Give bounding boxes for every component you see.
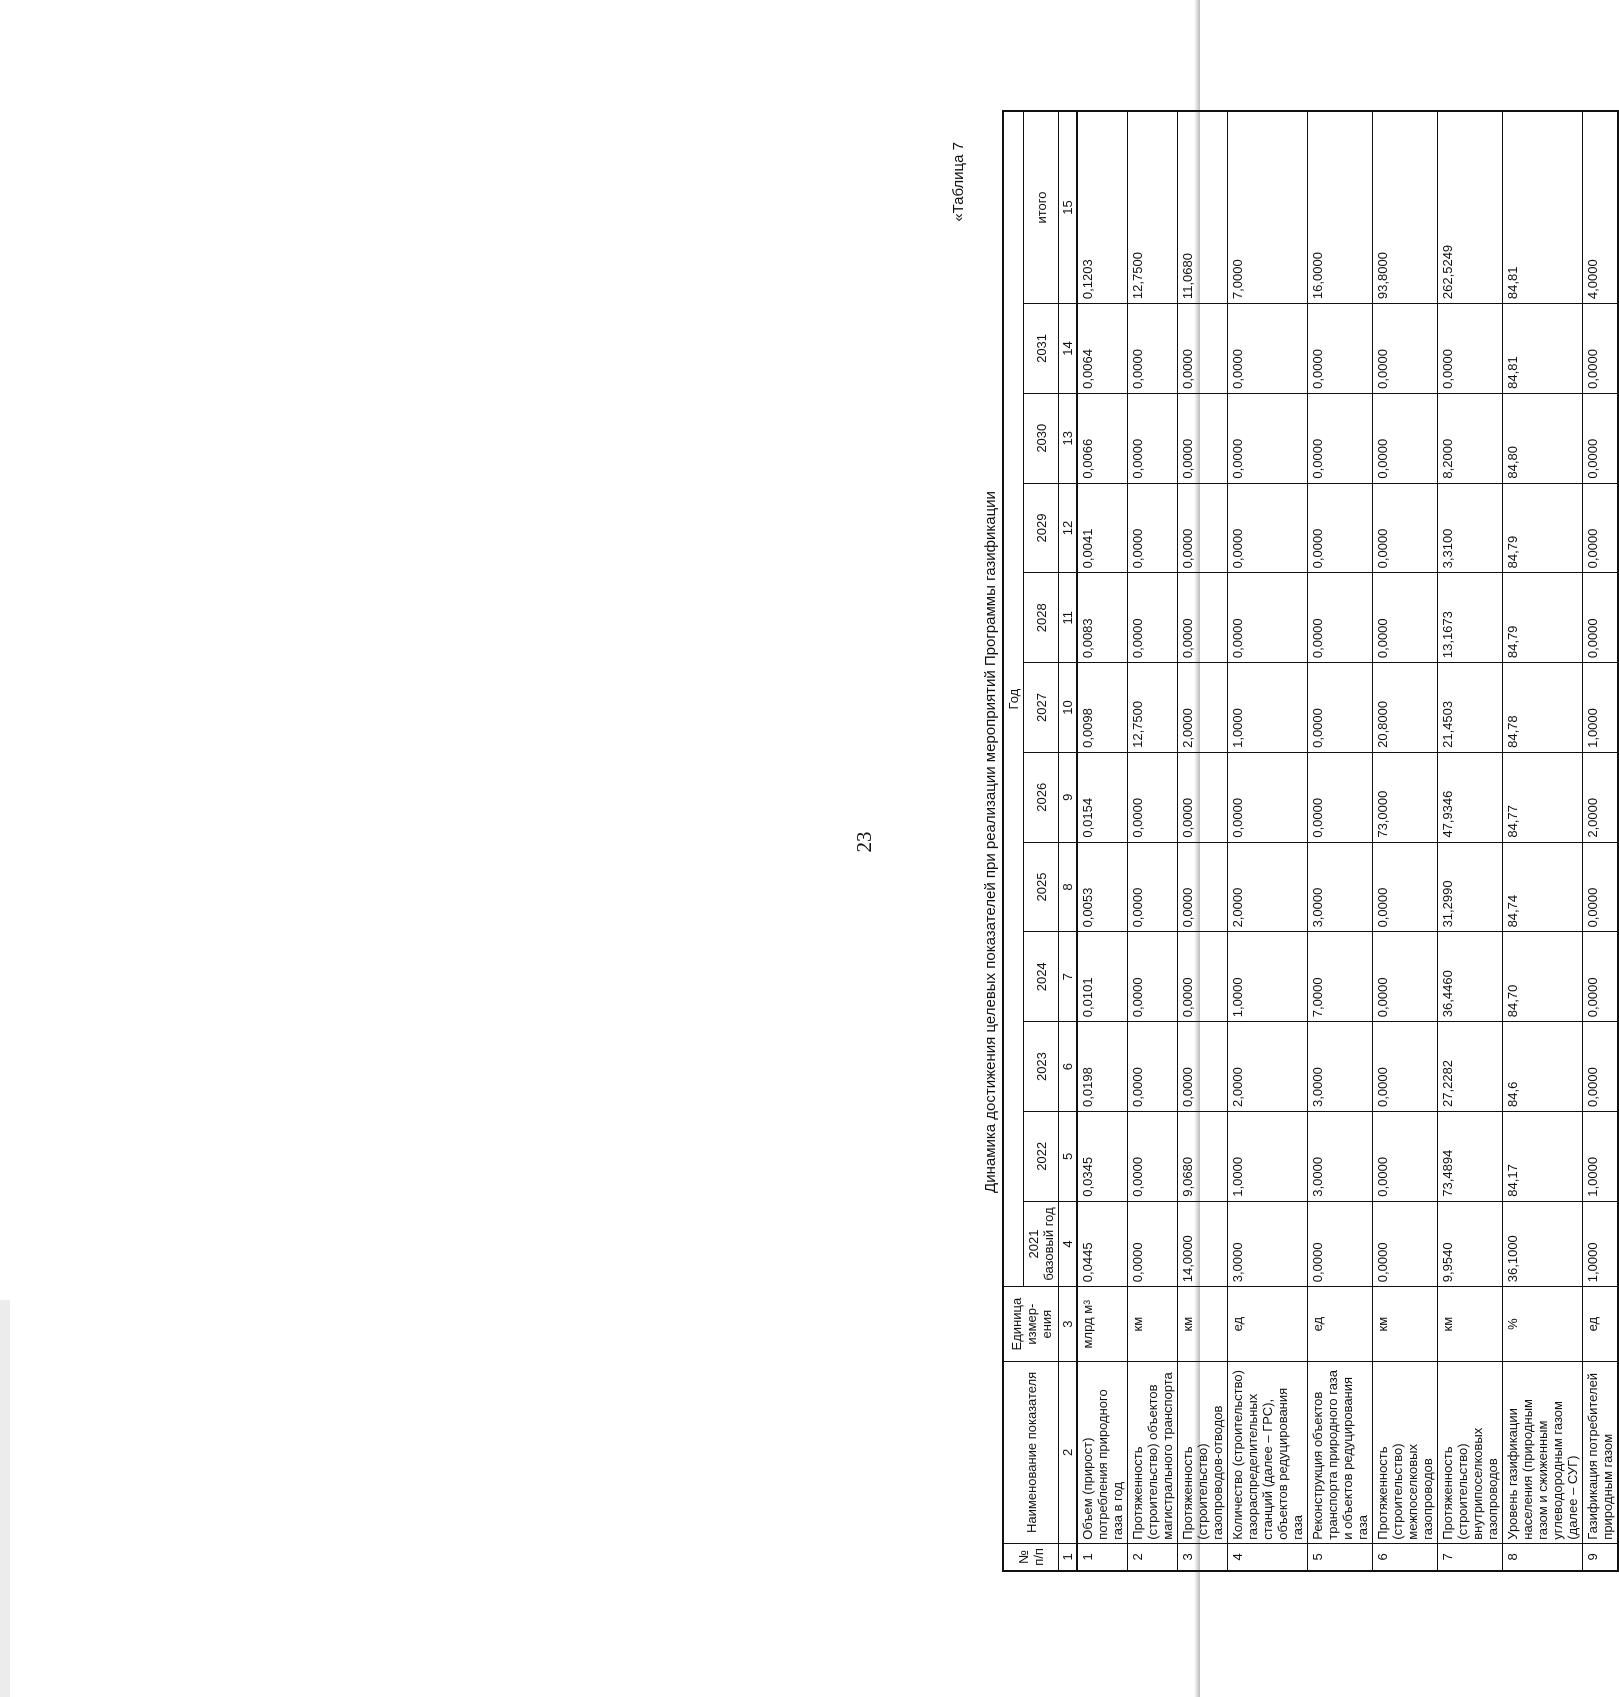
year-value: 0,0000 [1228,393,1308,483]
header-row-1 [1003,111,1024,1571]
year-value: 0,0000 [1308,1201,1373,1287]
total-value: 84,81 [1503,111,1583,304]
year-value: 0,0053 [1077,842,1128,932]
year-value: 36,1000 [1503,1201,1583,1287]
unit-cell [1077,1287,1128,1362]
year-value: 14,0000 [1178,1201,1228,1287]
year-value: 0,0101 [1077,932,1128,1022]
year-value: 0,0000 [1228,573,1308,663]
year-value: 3,0000 [1308,1022,1373,1112]
year-value: 73,0000 [1373,752,1438,842]
year-value: 0,0000 [1178,1022,1228,1112]
total-value: 93,8000 [1373,111,1438,304]
column-number: 9 [1059,752,1078,842]
table-row [1503,111,1583,1571]
year-value: 0,0000 [1228,752,1308,842]
indicators-table [1002,110,1619,1572]
year-value: 13,1673 [1438,573,1503,663]
year-value: 0,0000 [1178,304,1228,394]
column-number: 13 [1059,393,1078,483]
total-value: 0,1203 [1077,111,1128,304]
year-value: 47,9346 [1438,752,1503,842]
row-number: 4 [1228,1543,1308,1571]
year-value: 84,6 [1503,1022,1583,1112]
year-value: 3,0000 [1228,1201,1308,1287]
unit-cell [1128,1287,1178,1362]
year-value: 0,0000 [1308,483,1373,573]
year-value: 84,77 [1503,752,1583,842]
year-value: 73,4894 [1438,1111,1503,1201]
header-year: 2024 [1024,932,1059,1022]
table-label: «Таблица 7 [950,142,967,222]
year-value: 0,0000 [1583,304,1619,394]
year-value: 0,0000 [1373,1201,1438,1287]
year-value: 31,2990 [1438,842,1503,932]
year-value: 0,0198 [1077,1022,1128,1112]
column-number: 6 [1059,1022,1078,1112]
year-value: 0,0064 [1077,304,1128,394]
year-value: 0,0000 [1228,304,1308,394]
year-value: 0,0000 [1438,304,1503,394]
year-value: 27,2282 [1438,1022,1503,1112]
header-year-group: Год [1003,111,1024,1287]
year-value: 0,0000 [1128,752,1178,842]
header-year: 2027 [1024,663,1059,753]
indicator-name: Реконструкция объектов транспорта природного газа и объектов редуцирования газа [1308,1362,1373,1544]
year-value: 0,0000 [1128,573,1178,663]
year-value: 0,0000 [1373,393,1438,483]
column-number: 4 [1059,1201,1078,1287]
year-value: 0,0000 [1373,842,1438,932]
unit-cell [1228,1287,1308,1362]
indicator-name: Протяженность (строительство) межпоселковых газопроводов [1373,1362,1438,1544]
year-value: 3,3100 [1438,483,1503,573]
year-value: 84,74 [1503,842,1583,932]
row-number: 6 [1373,1543,1438,1571]
year-value: 84,79 [1503,483,1583,573]
table-row [1373,111,1438,1571]
column-number: 8 [1059,842,1078,932]
year-value: 8,2000 [1438,393,1503,483]
year-value: 3,0000 [1308,1111,1373,1201]
year-value: 0,0000 [1128,304,1178,394]
year-value: 0,0000 [1308,573,1373,663]
indicator-name: Количество (строительство) газораспределительных станций (далее – ГРС), объектов редуцирования газа [1228,1362,1308,1544]
unit-cell [1583,1287,1619,1362]
year-value: 0,0000 [1128,393,1178,483]
year-value: 0,0345 [1077,1111,1128,1201]
header-name: Наименование показателя [1003,1362,1059,1544]
column-number: 15 [1059,111,1078,304]
unit-text: % [1505,1318,1520,1330]
year-value: 0,0000 [1128,483,1178,573]
row-number: 8 [1503,1543,1583,1571]
year-value: 2,0000 [1228,1022,1308,1112]
year-value: 0,0000 [1178,752,1228,842]
row-number: 3 [1178,1543,1228,1571]
column-number: 2 [1059,1362,1078,1544]
year-value: 0,0000 [1583,573,1619,663]
unit-text: км [1375,1316,1390,1332]
total-value: 262,5249 [1438,111,1503,304]
unit-cell [1503,1287,1583,1362]
header-year: 2025 [1024,842,1059,932]
indicator-name: Объем (прирост) потребления природного газа в год [1077,1362,1128,1544]
row-number: 5 [1308,1543,1373,1571]
year-value: 0,0000 [1308,393,1373,483]
row-number: 1 [1077,1543,1128,1571]
header-total: итого [1024,111,1059,304]
unit-cell [1438,1287,1503,1362]
header-year: 2031 [1024,304,1059,394]
indicator-name: Протяженность (строительство) внутрипоселковых газопроводов [1438,1362,1503,1544]
unit-text: км [1440,1316,1455,1332]
table-row [1228,111,1308,1571]
year-value: 0,0000 [1178,573,1228,663]
year-value: 1,0000 [1583,1201,1619,1287]
header-year: 2028 [1024,573,1059,663]
year-value: 0,0098 [1077,663,1128,753]
total-value: 11,0680 [1178,111,1228,304]
page-number: 23 [852,831,876,853]
column-number: 10 [1059,663,1078,753]
year-value: 0,0000 [1128,1022,1178,1112]
unit-text: ед [1230,1316,1245,1332]
year-value: 0,0445 [1077,1201,1128,1287]
year-value: 84,81 [1503,304,1583,394]
header-year: 2026 [1024,752,1059,842]
year-value: 84,80 [1503,393,1583,483]
year-value: 0,0000 [1373,483,1438,573]
column-number: 14 [1059,304,1078,394]
year-value: 0,0000 [1128,932,1178,1022]
year-value: 0,0000 [1128,842,1178,932]
unit-text: ед [1310,1316,1325,1332]
total-value: 7,0000 [1228,111,1308,304]
year-value: 0,0000 [1583,842,1619,932]
year-value: 20,8000 [1373,663,1438,753]
year-value: 2,0000 [1178,663,1228,753]
column-number: 5 [1059,1111,1078,1201]
year-value: 0,0000 [1178,842,1228,932]
column-number: 1 [1059,1543,1078,1571]
table-caption: Динамика достижения целевых показателей при реализации мероприятий Программы газификации [982,491,999,1193]
year-value: 84,70 [1503,932,1583,1022]
year-value: 0,0083 [1077,573,1128,663]
total-value: 4,0000 [1583,111,1619,304]
year-value: 1,0000 [1583,1111,1619,1201]
year-value: 0,0000 [1128,1201,1178,1287]
year-value: 0,0000 [1583,483,1619,573]
unit-superscript: 3 [1082,1299,1092,1305]
year-value: 0,0000 [1178,932,1228,1022]
year-value: 0,0066 [1077,393,1128,483]
year-value: 21,4503 [1438,663,1503,753]
scan-shadow-left [0,1300,10,1697]
table-row [1178,111,1228,1571]
year-value: 0,0154 [1077,752,1128,842]
year-value: 1,0000 [1228,1111,1308,1201]
column-number: 11 [1059,573,1078,663]
year-value: 36,4460 [1438,932,1503,1022]
column-number: 12 [1059,483,1078,573]
year-value: 9,9540 [1438,1201,1503,1287]
year-value: 84,17 [1503,1111,1583,1201]
indicator-name: Протяженность (строительство) газопроводов-отводов [1178,1362,1228,1544]
year-value: 7,0000 [1308,932,1373,1022]
header-unit: Единица измер-ения [1003,1287,1059,1362]
unit-text: км [1180,1316,1195,1332]
year-value: 2,0000 [1228,842,1308,932]
row-number: 2 [1128,1543,1178,1571]
table-row [1583,111,1619,1571]
year-value: 0,0000 [1308,663,1373,753]
year-value: 0,0000 [1308,752,1373,842]
header-year: 2029 [1024,483,1059,573]
year-value: 0,0000 [1583,932,1619,1022]
header-no: № п/п [1003,1543,1059,1571]
column-number: 3 [1059,1287,1078,1362]
table-row [1438,111,1503,1571]
year-value: 0,0000 [1178,483,1228,573]
year-value: 0,0000 [1373,1022,1438,1112]
unit-text: ед [1585,1316,1600,1332]
indicator-name: Уровень газификации населения (природным газом и сжиженным углеводородным газом (далее – СУГ) [1503,1362,1583,1544]
indicator-name: Протяженность (строительство) объектов магистрального транспорта [1128,1362,1178,1544]
year-value: 1,0000 [1228,663,1308,753]
year-value: 0,0000 [1373,573,1438,663]
year-value: 0,0000 [1308,304,1373,394]
year-value: 0,0000 [1373,932,1438,1022]
year-value: 0,0000 [1178,393,1228,483]
row-number: 9 [1583,1543,1619,1571]
year-value: 0,0000 [1583,1022,1619,1112]
year-value: 84,79 [1503,573,1583,663]
year-value: 0,0000 [1583,393,1619,483]
year-value: 12,7500 [1128,663,1178,753]
year-value: 3,0000 [1308,842,1373,932]
header-year: 2021 базовый год [1024,1201,1059,1287]
total-value: 16,0000 [1308,111,1373,304]
year-value: 0,0041 [1077,483,1128,573]
table-row [1077,111,1128,1571]
indicator-name: Газификация потребителей природным газом [1583,1362,1619,1544]
unit-text: км [1130,1316,1145,1332]
table-body [1059,111,1619,1571]
header-year: 2023 [1024,1022,1059,1112]
year-value: 2,0000 [1583,752,1619,842]
column-number: 7 [1059,932,1078,1022]
table-row [1308,111,1373,1571]
year-value: 1,0000 [1228,932,1308,1022]
year-value: 1,0000 [1583,663,1619,753]
total-value: 12,7500 [1128,111,1178,304]
row-number: 7 [1438,1543,1503,1571]
table-row [1128,111,1178,1571]
header-year: 2030 [1024,393,1059,483]
unit-text: млрд м [1080,1304,1095,1349]
year-value: 0,0000 [1373,1111,1438,1201]
year-value: 0,0000 [1128,1111,1178,1201]
rotated-page [230,102,1615,1582]
column-numbers-row [1059,111,1078,1571]
unit-cell [1373,1287,1438,1362]
header-year: 2022 [1024,1111,1059,1201]
unit-cell [1178,1287,1228,1362]
year-value: 0,0000 [1228,483,1308,573]
year-value: 9,0680 [1178,1111,1228,1201]
year-value: 84,78 [1503,663,1583,753]
unit-cell [1308,1287,1373,1362]
year-value: 0,0000 [1373,304,1438,394]
